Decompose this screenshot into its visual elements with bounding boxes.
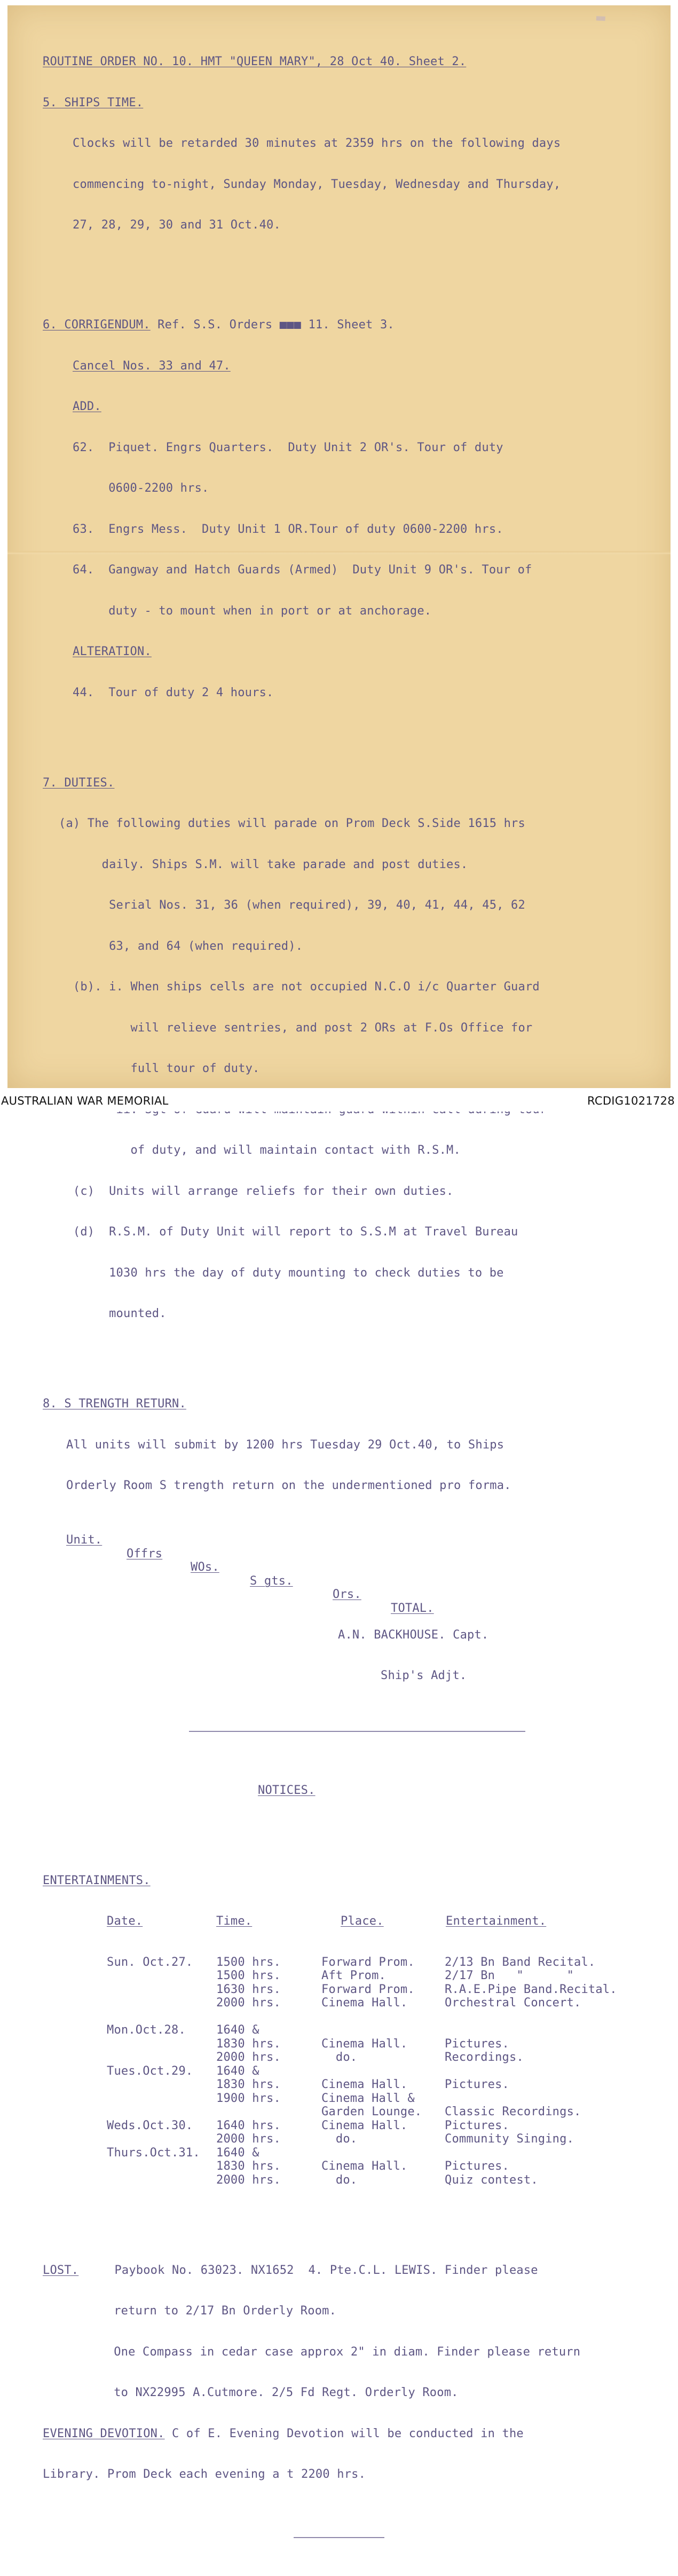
archive-stamp: ■■: [596, 13, 606, 23]
ent-place: Aft Prom.: [321, 1969, 387, 1982]
lost-line: return to 2/17 Bn Orderly Room.: [78, 2304, 337, 2318]
ent-entertainment: Recordings.: [445, 2051, 524, 2064]
ent-time: 1900 hrs.: [216, 2091, 281, 2105]
s6-add-line: 0600-2200 hrs.: [73, 482, 209, 495]
section-5-title: 5. SHIPS TIME.: [43, 96, 144, 109]
col-place: Place.: [341, 1915, 384, 1928]
s7-line: (b). i. When ships cells are not occupied N.C.O i/c Quarter Guard: [59, 980, 540, 994]
s7-line: 63, and 64 (when required).: [59, 939, 303, 953]
ent-date: Tues.Oct.29.: [107, 2064, 193, 2078]
s6-add: ADD.: [73, 400, 101, 413]
proforma-sgts: S gts.: [250, 1574, 293, 1588]
ent-entertainment: Community Singing.: [445, 2132, 574, 2146]
col-entertainment: Entertainment.: [446, 1915, 547, 1928]
section-8-title: 8. S TRENGTH RETURN.: [43, 1397, 186, 1411]
divider-rule: [189, 1731, 525, 1732]
proforma-offrs: Offrs: [127, 1547, 163, 1561]
ent-date: Thurs.Oct.31.: [107, 2146, 200, 2160]
proforma-total: TOTAL.: [391, 1601, 434, 1615]
s5-line: commencing to-night, Sunday Monday, Tuesday, Wednesday and Thursday,: [73, 177, 561, 191]
table-row: [43, 2105, 646, 2119]
ent-place: do.: [321, 2173, 358, 2187]
ent-time: 1640 &: [216, 2064, 259, 2078]
proforma-row: [43, 1520, 646, 1615]
footer-record-id: RCDIG1021728: [587, 1094, 675, 1107]
col-time: Time.: [216, 1915, 253, 1928]
ent-entertainment: Pictures.: [445, 2037, 510, 2051]
ent-date: Sun. Oct.27.: [107, 1955, 193, 1969]
ent-entertainment: Pictures.: [445, 2160, 510, 2173]
typed-order: [43, 28, 646, 2576]
ent-time: 1640 &: [216, 2023, 259, 2037]
s8-line: All units will submit by 1200 hrs Tuesday 29 Oct.40, to Ships: [66, 1438, 504, 1452]
ent-place: Cinema Hall.: [321, 2118, 408, 2132]
s6-add-line: duty - to mount when in port or at anchorage.: [73, 604, 432, 618]
ent-time: 2000 hrs.: [216, 2173, 281, 2187]
ent-time: 2000 hrs.: [216, 2132, 281, 2146]
table-row: [43, 2037, 646, 2051]
ent-entertainment: Quiz contest.: [445, 2173, 538, 2187]
table-row: [43, 2119, 646, 2133]
s8-line: Orderly Room S trength return on the undermentioned pro forma.: [66, 1479, 511, 1492]
s5-line: Clocks will be retarded 30 minutes at 2359 hrs on the following days: [73, 137, 561, 150]
signature-name: A.N. BACKHOUSE. Capt.: [338, 1628, 489, 1642]
table-row: [43, 2146, 646, 2160]
col-date: Date.: [107, 1915, 143, 1928]
table-row: [43, 2160, 646, 2173]
ent-time: 2000 hrs.: [216, 1996, 281, 2010]
ent-place: do.: [321, 2051, 358, 2064]
s6-alteration-line: 44. Tour of duty 2 4 hours.: [73, 686, 274, 699]
table-row: [43, 2132, 646, 2146]
proforma-wos: WOs.: [191, 1561, 219, 1574]
header-line: ROUTINE ORDER NO. 10. HMT "QUEEN MARY", 28 Oct 40. Sheet 2.: [43, 55, 467, 68]
table-row: [43, 2010, 646, 2024]
table-row: [43, 2051, 646, 2065]
entertainments-table: [43, 1956, 646, 2187]
s6-add-line: 64. Gangway and Hatch Guards (Armed) Duty Unit 9 OR's. Tour of: [73, 563, 532, 577]
ent-date: Mon.Oct.28.: [107, 2023, 186, 2037]
s7-line: (d) R.S.M. of Duty Unit will report to S.S.M at Travel Bureau: [59, 1225, 518, 1239]
table-row: [43, 2173, 646, 2187]
ent-place: Cinema Hall.: [321, 2078, 408, 2091]
ent-time: 1500 hrs.: [216, 1969, 281, 1982]
table-row: [43, 2023, 646, 2037]
signature-title: Ship's Adjt.: [381, 1669, 467, 1682]
footer-institution: AUSTRALIAN WAR MEMORIAL: [1, 1094, 169, 1107]
s7-line: (a) The following duties will parade on Prom Deck S.Side 1615 hrs: [59, 817, 525, 830]
ent-time: 1830 hrs.: [216, 2037, 281, 2051]
ent-entertainment: 2/13 Bn Band Recital.: [445, 1955, 596, 1969]
entertainments-title: ENTERTAINMENTS.: [43, 1873, 151, 1887]
evening-line: Library. Prom Deck each evening a t 2200 hrs.: [43, 2468, 366, 2481]
table-row: [43, 1969, 646, 1983]
s7-line: daily. Ships S.M. will take parade and post duties.: [59, 857, 468, 871]
s7-line: will relieve sentries, and post 2 ORs at F.Os Office for: [59, 1021, 533, 1035]
s6-add-line: 63. Engrs Mess. Duty Unit 1 OR.Tour of duty 0600-2200 hrs.: [73, 522, 503, 536]
s7-line: (c) Units will arrange reliefs for their own duties.: [59, 1184, 454, 1198]
ent-date: Weds.Oct.30.: [107, 2118, 193, 2132]
ent-place: do.: [321, 2132, 358, 2146]
s6-alteration: ALTERATION.: [73, 645, 152, 658]
proforma-ors: Ors.: [333, 1588, 361, 1601]
s7-line: of duty, and will maintain contact with R.S.M.: [59, 1144, 461, 1157]
ent-place: Forward Prom.: [321, 1955, 415, 1969]
end-rule: [294, 2537, 384, 2538]
table-row: [43, 2092, 646, 2106]
s5-line: 27, 28, 29, 30 and 31 Oct.40.: [73, 218, 281, 232]
section-6-title: 6. CORRIGENDUM. Ref. S.S. Orders ■■■ 11. Sheet 3.: [43, 318, 395, 332]
ent-time: 2000 hrs.: [216, 2051, 281, 2064]
s7-line: 1030 hrs the day of duty mounting to check duties to be: [59, 1266, 504, 1280]
ent-entertainment: 2/17 Bn " ": [445, 1969, 574, 1982]
proforma-unit: Unit.: [66, 1533, 103, 1547]
lost-line: to NX22995 A.Cutmore. 2/5 Fd Regt. Orderly Room.: [78, 2386, 459, 2399]
table-row: [43, 2065, 646, 2078]
entertainments-header: [43, 1915, 646, 1928]
ent-entertainment: R.A.E.Pipe Band.Recital.: [445, 1982, 617, 1996]
s6-add-line: 62. Piquet. Engrs Quarters. Duty Unit 2 OR's. Tour of duty: [73, 440, 503, 454]
ent-entertainment: Orchestral Concert.: [445, 1996, 581, 2010]
lost-line: One Compass in cedar case approx 2" in diam. Finder please return: [78, 2345, 581, 2359]
evening-devotion: EVENING DEVOTION. C of E. Evening Devotion will be conducted in the: [43, 2427, 524, 2440]
ent-time: 1640 &: [216, 2146, 259, 2160]
s6-cancel: Cancel Nos. 33 and 47.: [73, 359, 231, 373]
ent-place: Garden Lounge.: [321, 2105, 422, 2118]
table-row: [43, 1956, 646, 1970]
archive-footer: [0, 1089, 678, 1112]
ent-place: Cinema Hall.: [321, 1996, 408, 2010]
s7-line: full tour of duty.: [59, 1062, 260, 1075]
lost-notice: LOST. Paybook No. 63023. NX1652 4. Pte.C.L. LEWIS. Finder please: [43, 2263, 538, 2277]
table-row: [43, 2078, 646, 2092]
ent-time: 1830 hrs.: [216, 2078, 281, 2091]
ent-entertainment: Pictures.: [445, 2078, 510, 2091]
ent-entertainment: Pictures.: [445, 2118, 510, 2132]
table-row: [43, 1983, 646, 1997]
table-row: [43, 1996, 646, 2010]
ent-time: 1830 hrs.: [216, 2160, 281, 2173]
ent-place: Cinema Hall.: [321, 2160, 408, 2173]
s7-line: Serial Nos. 31, 36 (when required), 39, 40, 41, 44, 45, 62: [59, 899, 525, 912]
ent-time: 1640 hrs.: [216, 2118, 281, 2132]
ent-place: Cinema Hall.: [321, 2037, 408, 2051]
notices-title: NOTICES.: [258, 1783, 316, 1797]
section-7-title: 7. DUTIES.: [43, 776, 115, 790]
ent-time: 1630 hrs.: [216, 1982, 281, 1996]
s7-line: mounted.: [59, 1307, 167, 1320]
ent-place: Forward Prom.: [321, 1982, 415, 1996]
ent-place: Cinema Hall &: [321, 2091, 415, 2105]
ent-entertainment: Classic Recordings.: [445, 2105, 581, 2118]
ent-time: 1500 hrs.: [216, 1955, 281, 1969]
